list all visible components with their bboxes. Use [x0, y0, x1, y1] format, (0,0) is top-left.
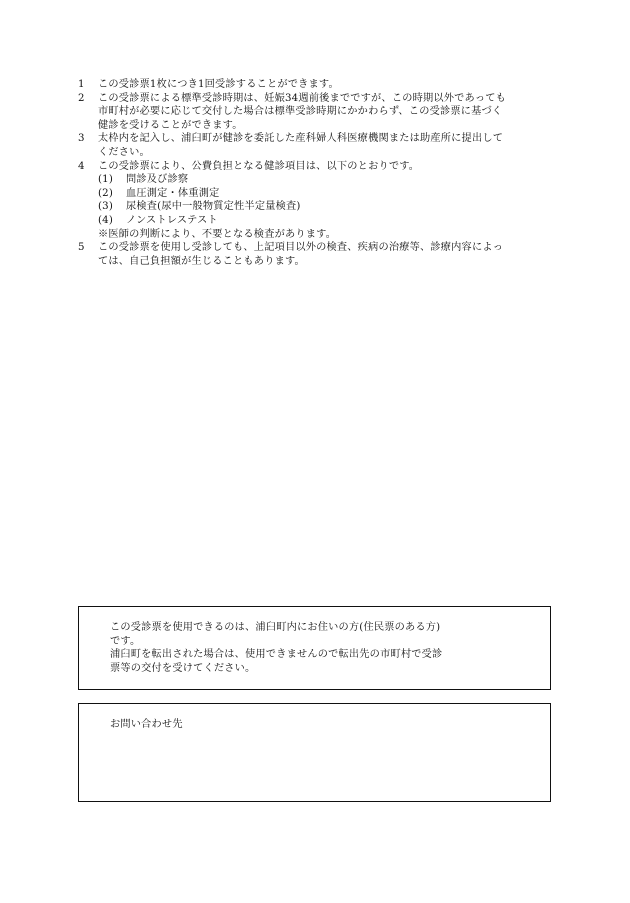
note-item-4 [78, 160, 558, 242]
note-number: 4 [78, 160, 85, 172]
exam-item-number: (1) [98, 174, 114, 186]
exam-item-label: 尿検査(尿中一般物質定性半定量検査) [126, 201, 301, 213]
eligibility-line: 票等の交付を受けてください。 [110, 662, 256, 674]
exam-item-label: 血圧測定・体重測定 [126, 187, 220, 199]
note-line: この受診票により、公費負担となる健診項目は、以下のとおりです。 [98, 160, 420, 172]
exam-item [98, 187, 558, 201]
exam-item-number: (3) [98, 201, 114, 213]
note-line: ください。 [98, 146, 150, 158]
note-line: この受診票による標準受診時期は、妊娠34週前後までですが、この時期以外であっても [98, 92, 506, 104]
note-line: この受診票を使用し受診しても、上記項目以外の検査、疾病の治療等、診療内容によっ [98, 242, 504, 254]
exam-item [98, 214, 558, 228]
note-number: 1 [78, 79, 85, 90]
exam-item-number: (2) [98, 187, 114, 199]
note-text [98, 132, 558, 159]
exam-item [98, 173, 558, 187]
note-line: 健診を受けることができます。 [98, 119, 243, 131]
note-item-2 [78, 92, 558, 133]
note-item-5 [78, 241, 558, 268]
exam-item-label: ノンストレステスト [126, 214, 218, 226]
exam-item-number: (4) [98, 214, 114, 226]
exam-item [98, 200, 558, 214]
eligibility-line: です。 [110, 635, 141, 647]
note-number: 3 [78, 133, 85, 145]
note-text [98, 160, 558, 242]
note-text [98, 78, 558, 92]
eligibility-notice-text [110, 621, 490, 675]
contact-box [78, 703, 551, 802]
note-item-3 [78, 132, 558, 159]
exam-items-note: ※医師の判断により、不要となる検査があります。 [98, 228, 337, 240]
note-line: ては、自己負担額が生じることもあります。 [98, 255, 305, 267]
exam-items-list [98, 173, 558, 227]
exam-item-label: 問診及び診察 [126, 174, 189, 186]
note-text [98, 92, 558, 133]
note-line: 市町村が必要に応じて交付した場合は標準受診時期にかかわらず、この受診票に基づく [98, 106, 503, 118]
contact-heading: お問い合わせ先 [110, 719, 183, 730]
note-number: 2 [78, 92, 85, 104]
notes-list [78, 78, 558, 268]
eligibility-line: 浦臼町を転出された場合は、使用できませんので転出先の市町村で受診 [110, 649, 443, 661]
eligibility-notice-box [78, 606, 551, 690]
note-line: この受診票1枚につき1回受診することができます。 [98, 79, 339, 90]
note-item-1 [78, 78, 558, 92]
note-number: 5 [78, 242, 85, 254]
note-text [98, 241, 558, 268]
note-line: 太枠内を記入し、浦臼町が健診を委託した産科婦人科医療機関または助産所に提出して [98, 133, 504, 145]
eligibility-line: この受診票を使用できるのは、浦臼町内にお住いの方(住民票のある方) [110, 622, 441, 633]
